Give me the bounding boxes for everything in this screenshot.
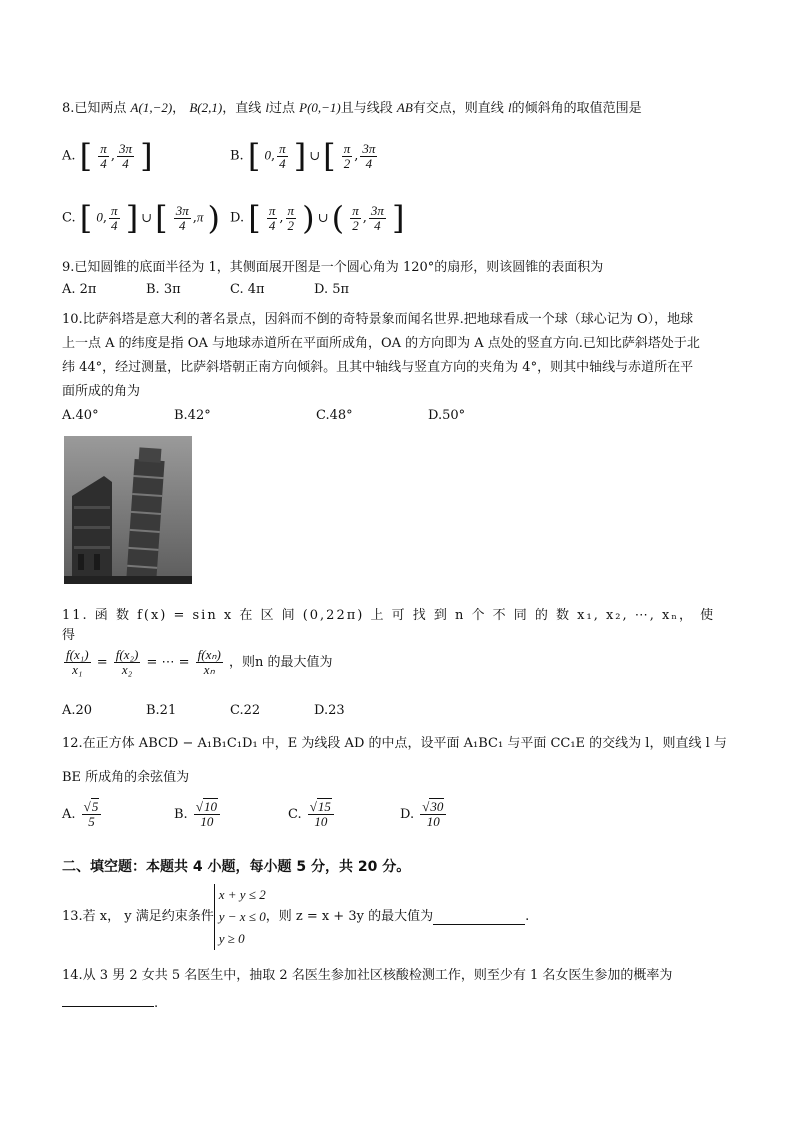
section-heading: 二、填空题：本题共 4 小题，每小题 5 分，共 20 分。 [62,859,411,875]
question-8-options-row2 [62,199,732,237]
option-b[interactable]: B.21 [146,703,177,718]
option-c[interactable]: C. 4π [230,282,265,297]
fraction: $\frac{√5}{5}$ [82,800,102,829]
option-a[interactable]: A.20 [62,703,93,718]
question-10-stem: 10.比萨斜塔是意大利的著名景点，因斜而不倒的奇特景象而闻名世界.把地球看成一个球（球心记为 O），地球 上一点 A 的纬度是指 OA 与地球赤道所在平面所成角，OA 的方向即为 A 点处的竖直方向.已知比萨斜塔处于北 纬 44°，经过测量，比萨斜塔朝正南方向倾斜。且其中轴线与竖直方向的夹角为 4°，则其中轴线与赤道所在平 面所成的角为 [62,312,700,399]
fraction: $\frac{\text{f(x₂)}}{\text{x₂}}$ [115,647,139,677]
constraint-system: x + y ≤ 2 y − x ≤ 0 y ≥ 0 [214,884,266,950]
question-11-options [62,703,732,733]
fraction: $\frac{3\pi}{4}$ [175,202,189,233]
option-c[interactable]: C.48° [316,408,353,423]
fraction: $\frac{3\pi}{4}$ [362,140,376,171]
option-d[interactable]: D. [ $\frac{\pi}{4}$ , $\frac{\pi}{2}$ ) ∪( $\frac{\pi}{2}$ , $\frac{3\pi}{4}$ ] [230,199,405,237]
fraction: $\frac{\pi}{4}$ [100,140,107,171]
option-b[interactable]: B. 3π [146,282,181,297]
option-c[interactable]: C. [ 0, $\frac{\pi}{4}$ ] ∪[ $\frac{3\pi}{4}$ ,π ) [62,199,220,237]
fraction: $\frac{\pi}{2}$ [352,202,359,233]
fraction: $\frac{√15}{10}$ [308,800,334,829]
question-10-options [62,408,732,438]
option-a[interactable]: A.40° [62,408,99,423]
pisa-tower-photo [64,436,192,584]
fraction: $\frac{3\pi}{4}$ [118,140,132,171]
fraction: $\frac{3\pi}{4}$ [370,202,384,233]
answer-blank[interactable] [62,992,154,1007]
question-11-stem-line1: 11. 函 数 f(x) = sin x 在 区 间 (0,22π) 上 可 找 到 n 个 不 同 的 数 x₁, x₂, ⋯, xₙ， 使 得 [62,608,716,643]
option-b[interactable]: B. $\frac{√10}{10}$ [174,800,222,829]
question-8-options-row1 [62,137,732,175]
option-b[interactable]: B.42° [174,408,211,423]
option-d[interactable]: D.50° [428,408,466,423]
fraction: $\frac{√10}{10}$ [194,800,220,829]
question-9-stem: 9.已知圆锥的底面半径为 1，其侧面展开图是一个圆心角为 120°的扇形，则该圆锥的表面积为 [62,260,604,275]
option-d[interactable]: D.23 [314,703,345,718]
fraction: $\frac{\pi}{2}$ [287,202,295,233]
fraction: $\frac{\pi}{4}$ [279,140,286,171]
fraction: $\frac{\text{f(x₁)}}{\text{x₁}}$ [66,647,89,677]
answer-blank[interactable] [433,910,525,925]
question-12-options [62,800,732,846]
option-a[interactable]: A. $\frac{√5}{5}$ [62,800,103,829]
fraction: $\frac{\pi}{4}$ [111,202,118,233]
fraction: $\frac{\text{f(xₙ)}}{\text{xₙ}}$ [197,647,221,677]
question-12-stem-line2: BE 所成角的余弦值为 [62,770,190,785]
question-14-answer-line: . [62,992,732,1014]
leaning-tower-image [64,436,192,584]
option-a[interactable]: A. [ $\frac{\pi}{4}$ , $\frac{3\pi}{4}$ ] [62,137,153,175]
fraction: $\frac{√30}{10}$ [420,800,446,829]
fraction: $\frac{\pi}{2}$ [343,140,351,171]
question-14-stem: 14.从 3 男 2 女共 5 名医生中，抽取 2 名医生参加社区核酸检测工作，则至少有 1 名女医生参加的概率为 [62,968,673,983]
fraction: $\frac{\pi}{4}$ [268,202,276,233]
option-d[interactable]: D. $\frac{√30}{10}$ [400,800,448,829]
question-13: 13.若 x， y 满足约束条件 x + y ≤ 2 y − x ≤ 0 y ≥ 0 ，则 z = x + 3y 的最大值为 . [62,882,732,952]
option-c[interactable]: C. $\frac{√15}{10}$ [288,800,336,829]
option-b[interactable]: B. [ 0, $\frac{\pi}{4}$ ] ∪[ $\frac{\pi}{2}$ , $\frac{3\pi}{4}$ [230,137,376,175]
question-12-stem-line1: 12.在正方体 ABCD − A₁B₁C₁D₁ 中，E 为线段 AD 的中点，设平面 A₁BC₁ 与平面 CC₁E 的交线为 l，则直线 l 与 [62,736,727,751]
option-c[interactable]: C.22 [230,703,261,718]
question-11-stem-line2: $\frac{\text{f(x₁)}}{\text{x₁}}$ = $\frac{\text{f(x₂)}}{\text{x₂}}$ = ⋯ = $\frac{\text{f(xₙ)}}{\text{xₙ}}$ ，则n 的最大值为 [66,647,333,677]
option-a[interactable]: A. 2π [62,282,97,297]
option-d[interactable]: D. 5π [314,282,350,297]
question-8-stem: 8.已知两点 A(1,−2)， B(2,1)，直线 l过点 P(0,−1)且与线段 AB有交点，则直线 l的倾斜角的取值范围是 [62,100,642,116]
